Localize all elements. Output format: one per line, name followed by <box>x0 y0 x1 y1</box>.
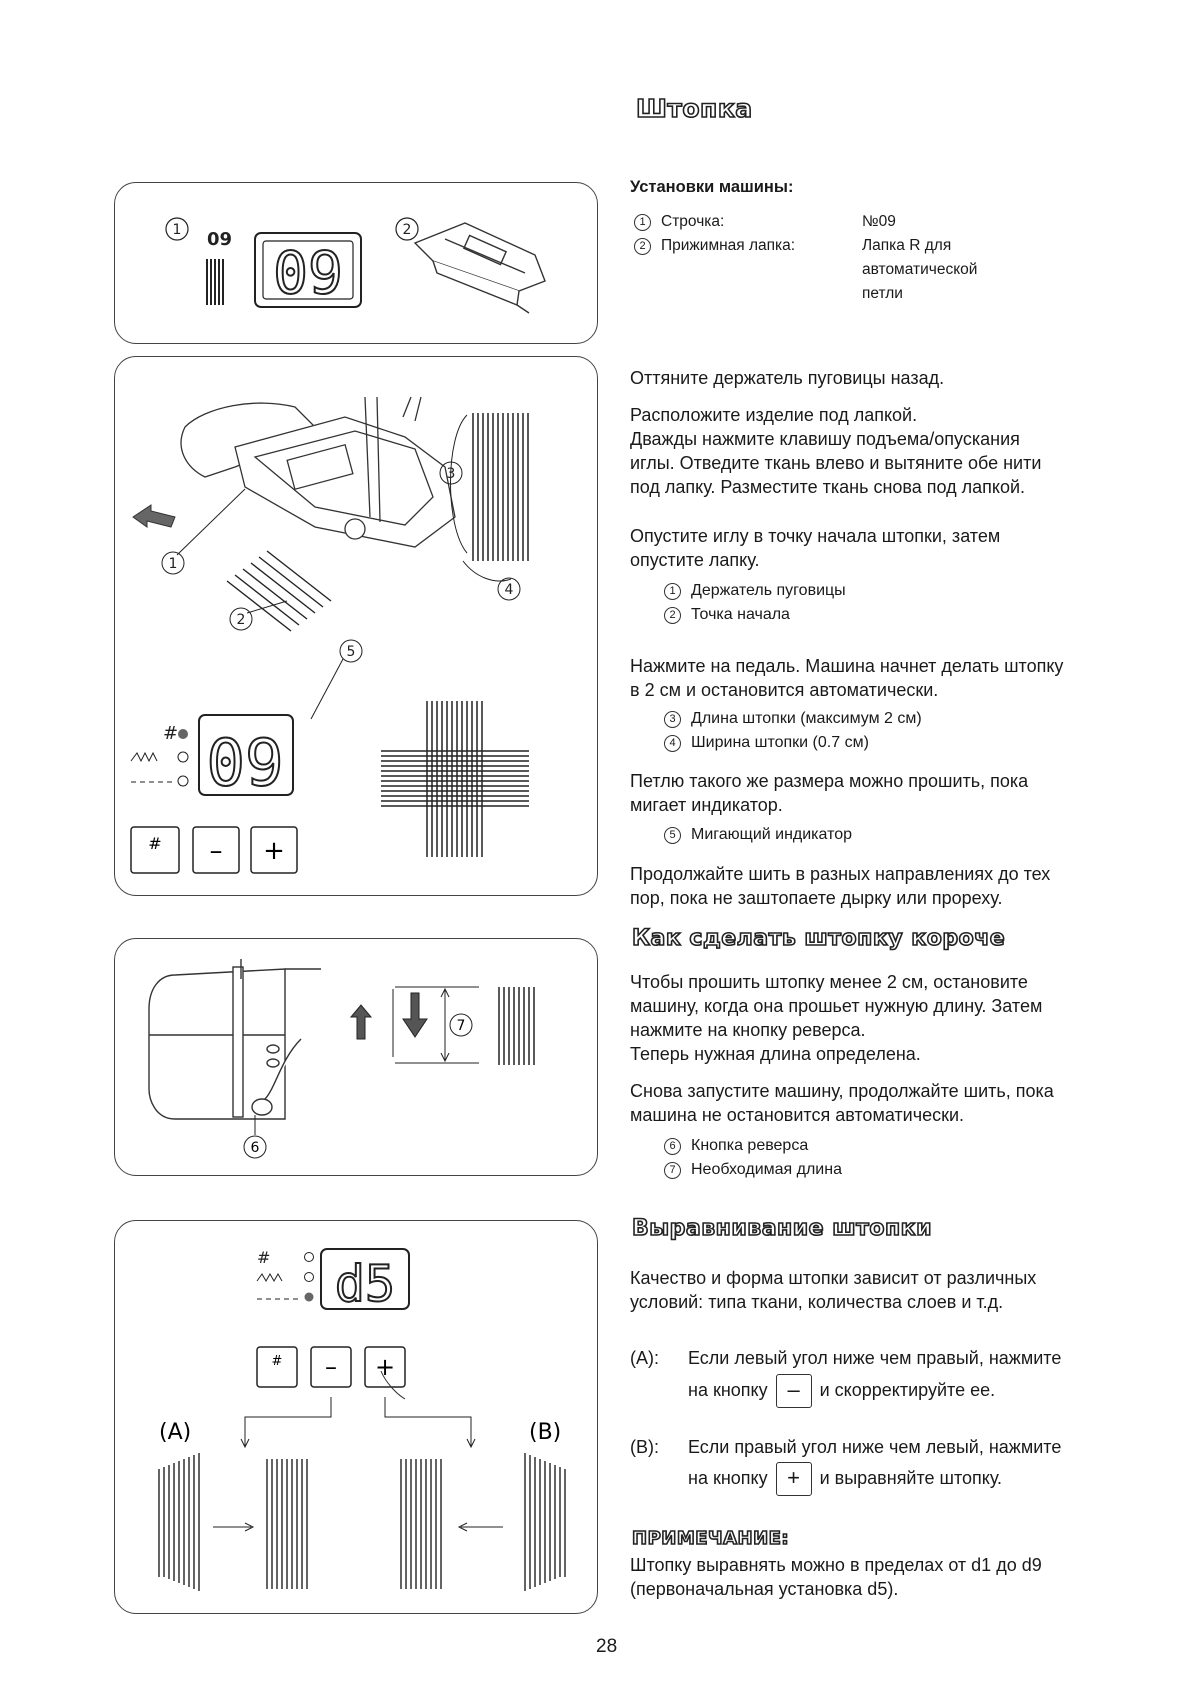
minus-label: – <box>209 836 223 866</box>
zigzag-icon <box>131 753 157 761</box>
darn-sample-b1-icon <box>525 1453 565 1591</box>
text-line: Качество и форма штопки зависит от различных <box>630 1268 1037 1288</box>
direction-arrow-icon <box>133 505 175 527</box>
reverse-illustration <box>115 939 597 1175</box>
text-line: в 2 см и остановится автоматически. <box>630 680 939 700</box>
note-text <box>630 1553 1042 1601</box>
callout-2-icon: 2 <box>236 612 246 628</box>
figure-machine-settings <box>114 182 598 344</box>
text-line: опустите лапку. <box>630 550 760 570</box>
hash-label: # <box>163 723 179 744</box>
callout-1-icon: 1 <box>664 583 681 600</box>
callout-5-icon: 5 <box>346 644 356 660</box>
text-line: Расположите изделие под лапкой. <box>630 405 918 425</box>
darning-illustration <box>115 357 597 895</box>
text-line: иглы. Отведите ткань влево и вытяните обе нити <box>630 453 1042 473</box>
darn-sample-b2-icon <box>401 1459 441 1589</box>
settings-value-2 <box>862 234 977 306</box>
callout-2-icon: 2 <box>402 222 412 238</box>
step-text-3 <box>630 524 1000 572</box>
label-b: (B) <box>529 1420 562 1445</box>
figure-reverse-button <box>114 938 598 1176</box>
minus-label: – <box>325 1353 337 1381</box>
legend-text: Ширина штопки (0.7 см) <box>691 734 869 751</box>
text-line: Штопку выравнять можно в пределах от d1 до d9 <box>630 1555 1042 1575</box>
text-line: машина не остановится автоматически. <box>630 1105 965 1125</box>
text-span: на кнопку <box>688 1467 768 1488</box>
lcd-value: d5 <box>334 1255 396 1313</box>
callout-6-icon: 6 <box>664 1138 681 1155</box>
text-line: Опустите иглу в точку начала штопки, затем <box>630 526 1001 546</box>
shorter-text-2 <box>630 1079 1054 1127</box>
shorter-text-1 <box>630 970 1042 1066</box>
legend-text: Необходимая длина <box>691 1161 842 1178</box>
text-line: машину, когда она прошьет нужную длину. Затем <box>630 996 1043 1016</box>
settings-value-1: №09 <box>862 213 896 230</box>
legend-item <box>664 582 846 600</box>
align-a-line1: Если левый угол ниже чем правый, нажмите <box>688 1348 1062 1368</box>
callout-7-icon: 7 <box>664 1162 681 1179</box>
settings-value-2-line: Лапка R для <box>862 237 952 254</box>
align-b-label: (B): <box>630 1437 659 1457</box>
settings-value-2-line: автоматической <box>862 261 978 278</box>
minus-key-icon: – <box>776 1374 812 1408</box>
cross-darn-icon <box>381 701 529 857</box>
text-line: Теперь нужная длина определена. <box>630 1044 921 1064</box>
page-number: 28 <box>596 1636 618 1657</box>
legend-item <box>664 1161 842 1179</box>
presser-foot-icon <box>415 223 545 313</box>
legend-item <box>664 826 852 844</box>
step-text-6 <box>630 862 1050 910</box>
step-text-5 <box>630 769 1028 817</box>
legend-item <box>664 734 869 752</box>
legend-text: Мигающий индикатор <box>691 826 853 843</box>
section-heading-align: Выравнивание штопки <box>632 1216 933 1241</box>
lcd-value: 09 <box>273 239 343 307</box>
legend-text: Длина штопки (максимум 2 см) <box>691 710 922 727</box>
legend-text: Кнопка реверса <box>691 1137 809 1154</box>
text-span: и скорректируйте ее. <box>819 1379 996 1400</box>
text-line: мигает индикатор. <box>630 795 783 815</box>
step-text-1: Оттяните держатель пуговицы назад. <box>630 368 945 388</box>
step-text-2 <box>630 403 1041 499</box>
plus-label: + <box>374 1353 396 1381</box>
stitch-number: 09 <box>207 229 233 250</box>
text-line: (первоначальная установка d5). <box>630 1579 899 1599</box>
legend-item <box>664 606 790 624</box>
text-span: на кнопку <box>688 1379 768 1400</box>
lcd-value: 09 <box>206 727 284 801</box>
callout-1-icon: 1 <box>634 214 651 231</box>
legend-item <box>664 1137 808 1155</box>
callout-2-icon: 2 <box>664 607 681 624</box>
page-title: Штопка <box>636 94 753 123</box>
callout-4-icon: 4 <box>504 582 514 598</box>
callout-1-icon: 1 <box>168 556 178 572</box>
settings-row-1 <box>634 210 724 234</box>
section-heading-shorter: Как сделать штопку короче <box>632 926 1006 951</box>
callout-5-icon: 5 <box>664 827 681 844</box>
text-line: нажмите на кнопку реверса. <box>630 1020 866 1040</box>
text-span: и выравняйте штопку. <box>819 1467 1003 1488</box>
plus-label: + <box>263 836 285 866</box>
text-line: условий: типа ткани, количества слоев и т.д. <box>630 1292 1004 1312</box>
machine-head-icon <box>149 959 321 1119</box>
text-line: Продолжайте шить в разных направлениях до тех <box>630 864 1051 884</box>
callout-4-icon: 4 <box>664 735 681 752</box>
zigzag-icon <box>257 1274 282 1281</box>
control-buttons <box>131 827 297 873</box>
hash-label: # <box>148 834 162 853</box>
text-line: под лапку. Разместите ткань снова под лапкой. <box>630 477 1026 497</box>
text-line: Снова запустите машину, продолжайте шить, пока <box>630 1081 1054 1101</box>
align-b-line2 <box>688 1462 1002 1496</box>
align-a-label: (A): <box>630 1348 659 1368</box>
legend-text: Держатель пуговицы <box>691 582 846 599</box>
stitch-pattern-icon <box>207 259 223 305</box>
text-line: Дважды нажмите клавишу подъема/опускания <box>630 429 1020 449</box>
hash-label: # <box>257 1248 271 1267</box>
settings-value-2-line: петли <box>862 285 903 302</box>
align-b-line1: Если правый угол ниже чем левый, нажмите <box>688 1437 1062 1457</box>
short-darn-icon <box>499 987 534 1065</box>
settings-row-2 <box>634 234 795 258</box>
darn-stitch-icon <box>473 413 528 561</box>
align-text-1 <box>630 1266 1036 1314</box>
right-arrow-icon <box>213 1523 253 1531</box>
callout-6-icon: 6 <box>250 1140 260 1156</box>
hash-label: # <box>271 1354 283 1369</box>
up-arrow-icon <box>351 1005 371 1039</box>
figure-darning-steps <box>114 356 598 896</box>
step-text-4 <box>630 654 1063 702</box>
legend-text: Точка начала <box>691 606 790 623</box>
plus-key-icon: + <box>776 1462 812 1496</box>
callout-3-icon: 3 <box>664 711 681 728</box>
callout-7-icon: 7 <box>456 1018 466 1034</box>
align-a-line2 <box>688 1374 995 1408</box>
settings-heading: Установки машины: <box>630 178 794 196</box>
left-arrow-icon <box>459 1523 503 1531</box>
settings-label-1: Строчка: <box>661 213 725 230</box>
note-heading: ПРИМЕЧАНИЕ: <box>632 1528 790 1549</box>
callout-2-icon: 2 <box>634 238 651 255</box>
alignment-illustration <box>115 1221 597 1613</box>
darn-sample-a1-icon <box>159 1453 199 1591</box>
text-line: Петлю такого же размера можно прошить, пока <box>630 771 1029 791</box>
text-line: Чтобы прошить штопку менее 2 см, остановите <box>630 972 1028 992</box>
text-line: Нажмите на педаль. Машина начнет делать штопку <box>630 656 1064 676</box>
figure-darn-alignment <box>114 1220 598 1614</box>
label-a: (A) <box>159 1420 192 1445</box>
settings-illustration <box>115 183 597 343</box>
darn-sample-a2-icon <box>267 1459 307 1589</box>
callout-1-icon: 1 <box>172 222 182 238</box>
text-line: пор, пока не заштопаете дырку или прореху. <box>630 888 1003 908</box>
callout-3-icon: 3 <box>446 466 456 482</box>
legend-item <box>664 710 922 728</box>
down-arrow-icon <box>403 993 427 1037</box>
settings-label-2: Прижимная лапка: <box>661 237 796 254</box>
